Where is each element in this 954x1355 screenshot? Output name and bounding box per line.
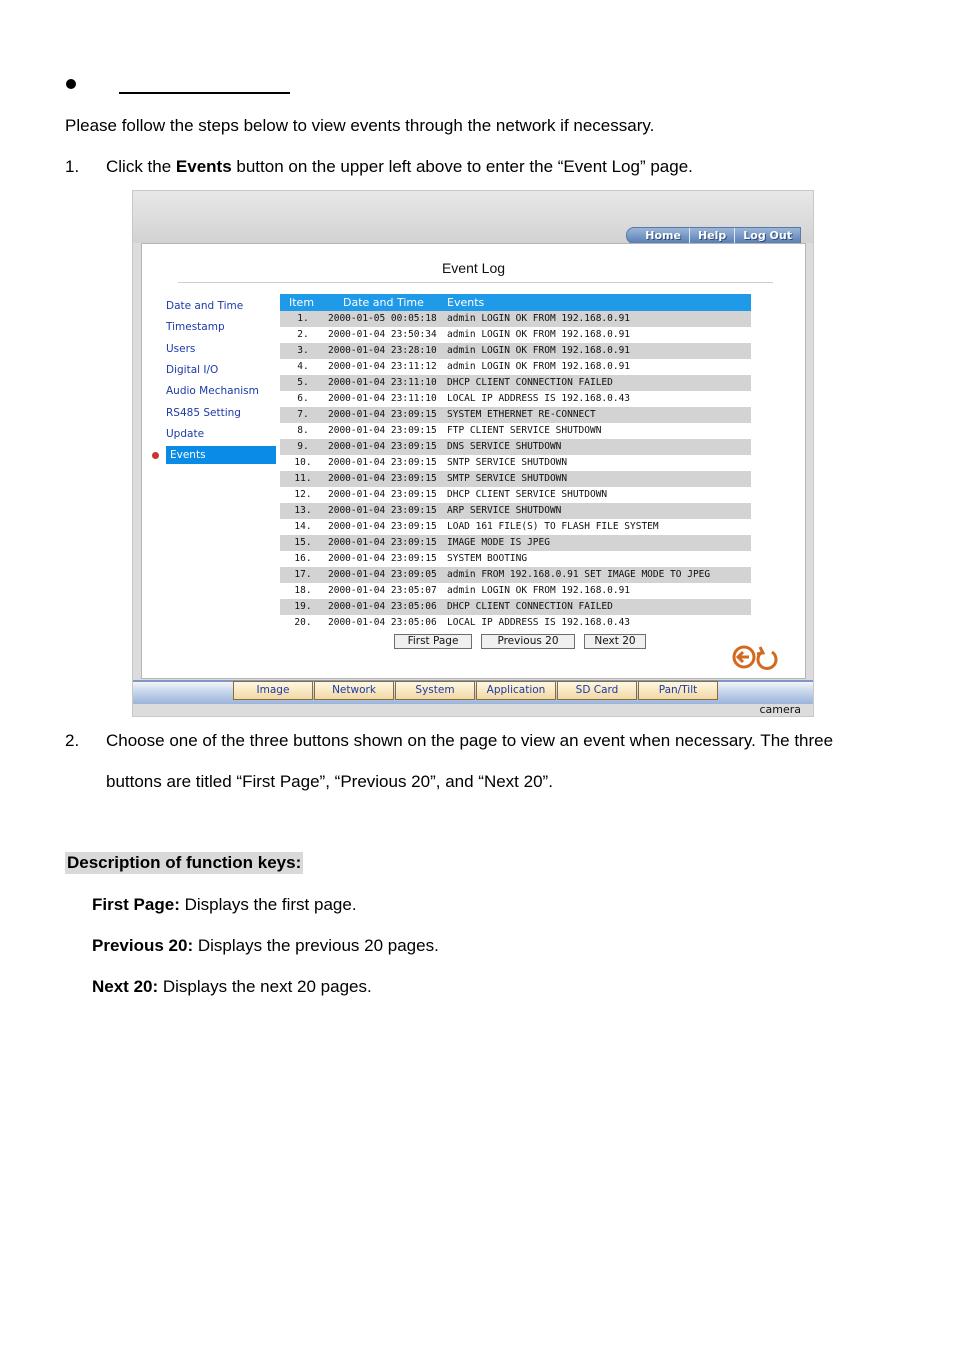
step-1-after: button on the upper left above to enter the “Event Log” page. bbox=[231, 157, 693, 176]
cell-item: 7. bbox=[297, 409, 309, 420]
sidebar-item-date-time[interactable]: Date and Time bbox=[166, 300, 244, 312]
cell-event: DHCP CLIENT SERVICE SHUTDOWN bbox=[447, 489, 608, 500]
cell-date-time: 2000-01-04 23:05:06 bbox=[328, 617, 437, 628]
table-row bbox=[280, 503, 751, 519]
cell-item: 17. bbox=[294, 569, 312, 580]
header-item: Item bbox=[289, 296, 315, 309]
event-table bbox=[280, 294, 751, 631]
cell-date-time: 2000-01-04 23:09:15 bbox=[328, 489, 437, 500]
cell-item: 10. bbox=[294, 457, 312, 468]
cell-date-time: 2000-01-04 23:11:12 bbox=[328, 361, 437, 372]
desc-key: Previous 20: bbox=[92, 936, 194, 955]
cell-event: admin FROM 192.168.0.91 SET IMAGE MODE TO JPEG bbox=[447, 569, 711, 580]
cell-date-time: 2000-01-04 23:50:34 bbox=[328, 329, 437, 340]
bottom-tabs bbox=[233, 681, 719, 702]
cell-date-time: 2000-01-04 23:11:10 bbox=[328, 393, 437, 404]
cell-date-time: 2000-01-04 23:09:15 bbox=[328, 505, 437, 516]
header-date-time: Date and Time bbox=[343, 296, 424, 309]
cell-event: admin LOGIN OK FROM 192.168.0.91 bbox=[447, 313, 631, 324]
table-row bbox=[280, 615, 751, 631]
cell-item: 5. bbox=[297, 377, 309, 388]
cell-item: 3. bbox=[297, 345, 309, 356]
cell-item: 6. bbox=[297, 393, 309, 404]
previous-20-button[interactable]: Previous 20 bbox=[481, 634, 575, 649]
cell-date-time: 2000-01-04 23:28:10 bbox=[328, 345, 437, 356]
desc-key: Next 20: bbox=[92, 977, 159, 996]
tab-network[interactable]: Network bbox=[314, 681, 394, 700]
desc-item-next-20 bbox=[92, 977, 372, 997]
sidebar-item-audio[interactable]: Audio Mechanism bbox=[166, 385, 259, 397]
table-row bbox=[280, 551, 751, 567]
cell-event: admin LOGIN OK FROM 192.168.0.91 bbox=[447, 585, 631, 596]
cell-date-time: 2000-01-04 23:09:15 bbox=[328, 441, 437, 452]
cell-event: admin LOGIN OK FROM 192.168.0.91 bbox=[447, 329, 631, 340]
tab-pan-tilt[interactable]: Pan/Tilt bbox=[638, 681, 718, 700]
cell-event: SYSTEM ETHERNET RE-CONNECT bbox=[447, 409, 596, 420]
table-row bbox=[280, 439, 751, 455]
cell-event: DHCP CLIENT CONNECTION FAILED bbox=[447, 601, 613, 612]
sidebar-item-update[interactable]: Update bbox=[166, 428, 205, 440]
cell-date-time: 2000-01-04 23:09:15 bbox=[328, 425, 437, 436]
table-row bbox=[280, 311, 751, 327]
cell-date-time: 2000-01-04 23:09:05 bbox=[328, 569, 437, 580]
cell-event: LOCAL IP ADDRESS IS 192.168.0.43 bbox=[447, 393, 631, 404]
page-title: Event Log bbox=[441, 260, 506, 276]
description-heading: Description of function keys: bbox=[67, 853, 302, 872]
cell-event: LOCAL IP ADDRESS IS 192.168.0.43 bbox=[447, 617, 631, 628]
sidebar-item-timestamp[interactable]: Timestamp bbox=[166, 321, 225, 333]
table-row bbox=[280, 375, 751, 391]
table-row bbox=[280, 583, 751, 599]
cell-event: admin LOGIN OK FROM 192.168.0.91 bbox=[447, 345, 631, 356]
cell-item: 4. bbox=[297, 361, 309, 372]
sidebar-item-digital-io[interactable]: Digital I/O bbox=[166, 364, 219, 376]
step-2-line-1: Choose one of the three buttons shown on the page to view an event when necessary. The three bbox=[106, 731, 834, 750]
tab-system[interactable]: System bbox=[395, 681, 475, 700]
cell-date-time: 2000-01-04 23:11:10 bbox=[328, 377, 437, 388]
cell-item: 1. bbox=[297, 313, 309, 324]
cell-event: DNS SERVICE SHUTDOWN bbox=[447, 441, 562, 452]
cell-item: 12. bbox=[294, 489, 312, 500]
table-row bbox=[280, 359, 751, 375]
tab-application[interactable]: Application bbox=[476, 681, 556, 700]
cell-item: 19. bbox=[294, 601, 312, 612]
main-panel bbox=[141, 243, 806, 679]
cell-item: 18. bbox=[294, 585, 312, 596]
cell-event: SMTP SERVICE SHUTDOWN bbox=[447, 473, 568, 484]
table-row bbox=[280, 455, 751, 471]
table-row bbox=[280, 487, 751, 503]
bullet-icon bbox=[66, 79, 76, 89]
table-row bbox=[280, 327, 751, 343]
heading-underline bbox=[119, 92, 290, 94]
table-row bbox=[280, 423, 751, 439]
tab-image[interactable]: Image bbox=[233, 681, 313, 700]
first-page-button[interactable]: First Page bbox=[394, 634, 472, 649]
cell-item: 11. bbox=[294, 473, 312, 484]
step-2-number: 2. bbox=[65, 731, 80, 750]
table-row bbox=[280, 343, 751, 359]
cell-date-time: 2000-01-04 23:05:06 bbox=[328, 601, 437, 612]
header-events: Events bbox=[447, 296, 485, 309]
cell-item: 15. bbox=[294, 537, 312, 548]
logout-link[interactable]: Log Out bbox=[734, 228, 800, 243]
table-row bbox=[280, 471, 751, 487]
cell-item: 16. bbox=[294, 553, 312, 564]
sidebar-item-events[interactable]: Events bbox=[166, 446, 276, 464]
help-link[interactable]: Help bbox=[689, 228, 734, 243]
table-header bbox=[280, 294, 751, 311]
cell-date-time: 2000-01-04 23:09:15 bbox=[328, 457, 437, 468]
cell-date-time: 2000-01-04 23:09:15 bbox=[328, 553, 437, 564]
brand-label: camera bbox=[759, 703, 801, 716]
intro-text: Please follow the steps below to view events through the network if necessary. bbox=[65, 116, 655, 135]
event-log-screenshot bbox=[132, 190, 814, 717]
top-nav bbox=[626, 227, 801, 244]
step-1-number: 1. bbox=[65, 157, 80, 176]
desc-text: Displays the next 20 pages. bbox=[158, 977, 372, 996]
desc-item-previous-20 bbox=[92, 936, 439, 956]
cell-item: 20. bbox=[294, 617, 312, 628]
table-row bbox=[280, 567, 751, 583]
cell-date-time: 2000-01-04 23:09:15 bbox=[328, 537, 437, 548]
next-20-button[interactable]: Next 20 bbox=[584, 634, 646, 649]
cell-event: ARP SERVICE SHUTDOWN bbox=[447, 505, 562, 516]
cell-item: 13. bbox=[294, 505, 312, 516]
cell-date-time: 2000-01-04 23:09:15 bbox=[328, 473, 437, 484]
sidebar-item-users[interactable]: Users bbox=[166, 343, 196, 355]
step-1-before: Click the bbox=[106, 157, 176, 176]
step-2-line-2: buttons are titled “First Page”, “Previous 20”, and “Next 20”. bbox=[106, 772, 553, 791]
cell-event: FTP CLIENT SERVICE SHUTDOWN bbox=[447, 425, 602, 436]
cell-item: 14. bbox=[294, 521, 312, 532]
tab-sd-card[interactable]: SD Card bbox=[557, 681, 637, 700]
desc-item-first-page bbox=[92, 895, 357, 915]
cell-date-time: 2000-01-04 23:09:15 bbox=[328, 409, 437, 420]
cell-event: LOAD 161 FILE(S) TO FLASH FILE SYSTEM bbox=[447, 521, 659, 532]
desc-text: Displays the first page. bbox=[179, 895, 357, 914]
table-row bbox=[280, 407, 751, 423]
desc-text: Displays the previous 20 pages. bbox=[193, 936, 439, 955]
table-row bbox=[280, 535, 751, 551]
title-divider bbox=[178, 282, 773, 283]
cell-date-time: 2000-01-04 23:09:15 bbox=[328, 521, 437, 532]
cell-date-time: 2000-01-04 23:05:07 bbox=[328, 585, 437, 596]
desc-key: First Page: bbox=[92, 895, 180, 914]
table-row bbox=[280, 391, 751, 407]
cell-event: DHCP CLIENT CONNECTION FAILED bbox=[447, 377, 613, 388]
step-1-text bbox=[106, 157, 693, 177]
cell-event: IMAGE MODE IS JPEG bbox=[447, 537, 550, 548]
cell-date-time: 2000-01-05 00:05:18 bbox=[328, 313, 437, 324]
cell-item: 9. bbox=[297, 441, 309, 452]
active-marker-icon bbox=[152, 452, 159, 459]
cell-item: 8. bbox=[297, 425, 309, 436]
cell-item: 2. bbox=[297, 329, 309, 340]
home-link[interactable]: Home bbox=[645, 229, 681, 242]
cell-event: admin LOGIN OK FROM 192.168.0.91 bbox=[447, 361, 631, 372]
step-1-bold: Events bbox=[175, 157, 232, 176]
table-row bbox=[280, 519, 751, 535]
table-row bbox=[280, 599, 751, 615]
cell-event: SNTP SERVICE SHUTDOWN bbox=[447, 457, 568, 468]
back-refresh-icon[interactable] bbox=[732, 644, 778, 670]
sidebar-item-rs485[interactable]: RS485 Setting bbox=[166, 407, 241, 419]
cell-event: SYSTEM BOOTING bbox=[447, 553, 528, 564]
